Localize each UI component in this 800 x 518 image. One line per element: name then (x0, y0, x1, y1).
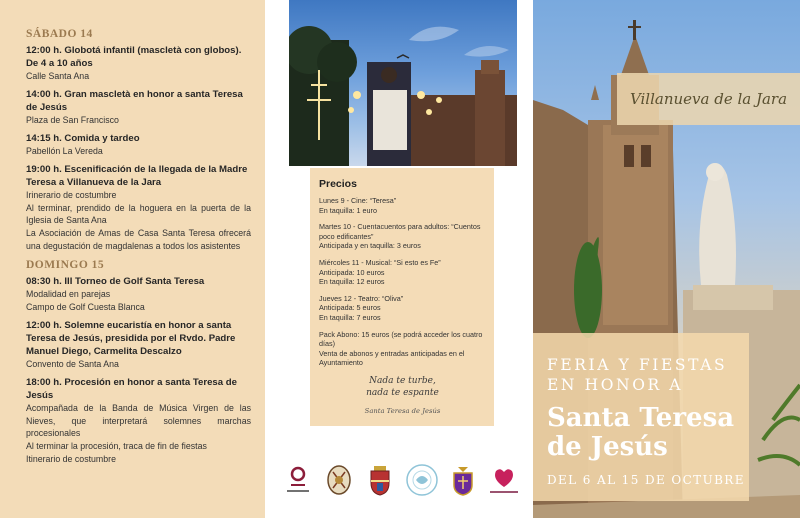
day-title-sunday: DOMINGO 15 (26, 259, 105, 272)
municipal-coat-of-arms-logo (363, 463, 397, 497)
price-line: En taquilla: 7 euros (319, 312, 381, 322)
festival-title-box (533, 333, 749, 501)
price-line: Anticipada y en taquilla: 3 euros (319, 241, 421, 251)
event-title: 19:00 h. Escenificación de la llegada de la Madre Teresa a Villanueva de la Jara (26, 163, 248, 188)
event-detail: Pabellón La Vereda (26, 146, 103, 157)
price-block (319, 258, 486, 287)
price-block (319, 294, 486, 323)
event-detail: Campo de Golf Cuesta Blanca (26, 301, 145, 312)
price-block (319, 330, 486, 368)
procession-illustration (289, 0, 517, 166)
event-item (26, 132, 251, 158)
price-line: Anticipada: 5 euros (319, 303, 381, 313)
prices-title: Precios (319, 178, 357, 190)
saint-name-line-1: Santa Teresa (547, 403, 735, 433)
price-line: En taquilla: 1 euro (319, 205, 377, 215)
event-detail: La Asociación de Amas de Casa Santa Teresa ofrecerá una degustación de magdalenas a todos los asistentes (26, 227, 251, 251)
prices-box (310, 168, 494, 426)
event-item (26, 376, 251, 465)
event-detail: Irinerario de costumbre (26, 190, 117, 201)
price-line: Venta de abonos y entradas anticipadas en el Ayuntamiento (319, 348, 465, 368)
event-detail: Plaza de San Francisco (26, 115, 119, 126)
saint-name-line-2: de Jesús (547, 432, 668, 462)
middle-column (265, 0, 533, 518)
event-title: 14:00 h. Gran mascletà en honor a santa Teresa de Jesús (26, 89, 243, 114)
event-title: 08:30 h. III Torneo de Golf Santa Teresa (26, 276, 205, 288)
event-title: 12:00 h. Solemne eucaristía en honor a santa Teresa de Jesús, presidida por el Rvdo. Padre Manuel Diego, Carmelita Descalzo (26, 319, 236, 357)
event-title: 14:15 h. Comida y tardeo (26, 133, 140, 144)
event-detail: Acompañada de la Banda de Música Virgen de las Nieves, que interpretará solemnes marchas procesionales (26, 403, 251, 439)
price-block (319, 222, 486, 251)
event-title: 18:00 h. Procesión en honor a santa Teresa de Jesús (26, 376, 237, 401)
price-line: En taquilla: 12 euros (319, 277, 385, 287)
quote-author: Santa Teresa de Jesús (364, 406, 441, 415)
price-line: Anticipada: 10 euros (319, 267, 385, 277)
day-title-saturday: SÁBADO 14 (26, 28, 93, 40)
price-line: Lunes 9 - Cine: “Teresa” (319, 196, 397, 205)
price-line: Jueves 12 - Teatro: “Oliva” (319, 293, 404, 303)
amas-de-casa-logo (281, 463, 315, 497)
festival-line-2: EN HONOR A (547, 376, 684, 394)
event-item (26, 88, 251, 127)
event-item (26, 163, 251, 252)
price-line: Martes 10 - Cuentacuentos para adultos: “Cuentos poco edificantes” (319, 222, 481, 241)
event-item (26, 44, 251, 83)
circle-emblem-logo (405, 463, 439, 497)
quote-line: nada te espante (366, 387, 439, 398)
cover-panel (533, 0, 800, 518)
event-detail: Al terminar, prendido de la hoguera en la puerta de la Iglesia de Santa Ana (26, 202, 251, 226)
village-name: Villanueva de la Jara (629, 90, 788, 108)
festival-dates: DEL 6 AL 15 DE OCTUBRE (547, 473, 745, 487)
quote-line: Nada te turbe, (369, 375, 436, 386)
diocese-emblem-logo (446, 463, 480, 497)
event-detail: Convento de Santa Ana (26, 359, 119, 370)
cofradia-shield-logo (322, 463, 356, 497)
village-banner (617, 73, 800, 125)
price-line: Miércoles 11 - Musical: “Si esto es Fe” (319, 257, 441, 267)
la-manchuela-logo (487, 463, 521, 497)
program-column (0, 0, 265, 518)
event-detail: Modalidad en parejas (26, 289, 111, 300)
sponsor-logos (281, 461, 521, 499)
event-title: 12:00 h. Globotá infantil (mascletà con globos). De 4 a 10 años (26, 45, 242, 70)
price-line: Pack Abono: 15 euros (se podrá acceder los cuatro días) (319, 329, 483, 349)
price-block (319, 196, 486, 215)
festival-line-1: FERIA Y FIESTAS (547, 356, 728, 374)
procession-photo (289, 0, 517, 166)
event-detail: Itinerario de costumbre (26, 453, 116, 464)
teresa-quote (319, 375, 486, 415)
event-detail: Calle Santa Ana (26, 71, 90, 82)
event-item (26, 275, 251, 313)
event-item (26, 319, 251, 371)
event-detail: Al terminar la procesión, traca de fin de fiestas (26, 440, 207, 451)
